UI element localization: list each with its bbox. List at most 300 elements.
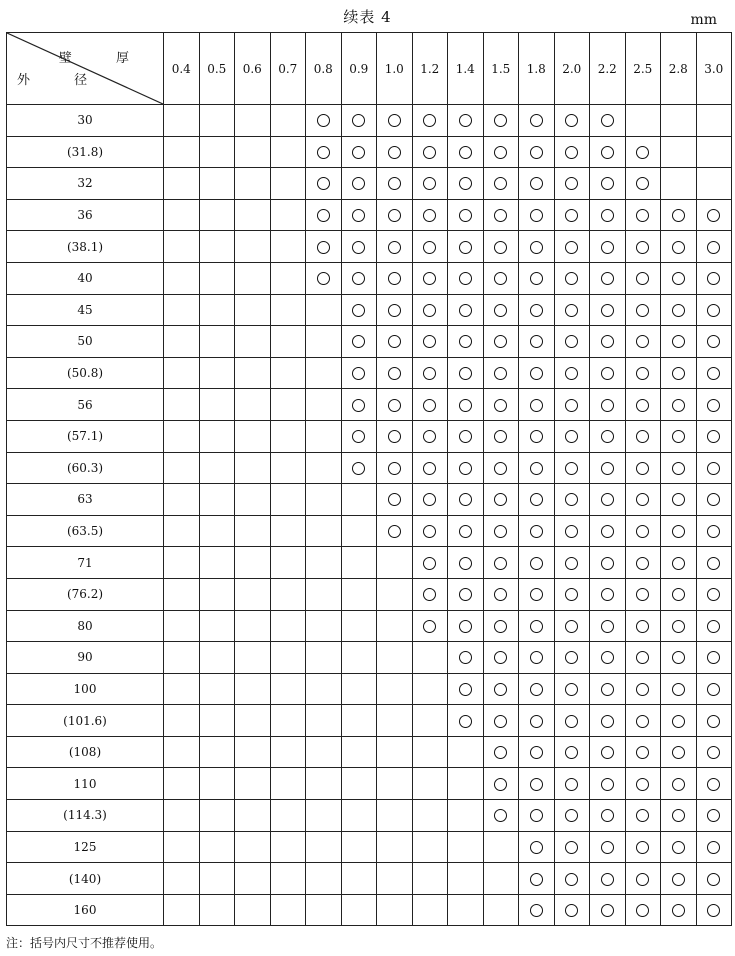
circle-mark-icon: [352, 241, 365, 254]
circle-mark-icon: [707, 809, 720, 822]
size-cell: [412, 231, 448, 263]
unit-label: mm: [690, 12, 717, 28]
size-cell: [164, 547, 200, 579]
size-cell: [661, 863, 697, 895]
circle-mark-icon: [494, 651, 507, 664]
size-cell: [661, 547, 697, 579]
circle-mark-icon: [530, 430, 543, 443]
circle-mark-icon: [601, 241, 614, 254]
size-cell: [483, 389, 519, 421]
size-cell: [696, 357, 732, 389]
circle-mark-icon: [317, 114, 330, 127]
size-cell: [519, 894, 555, 926]
size-cell: [412, 673, 448, 705]
size-cell: [590, 231, 626, 263]
size-cell: [377, 515, 413, 547]
outer-diameter-cell: (38.1): [7, 231, 164, 263]
size-cell: [661, 420, 697, 452]
circle-mark-icon: [707, 588, 720, 601]
circle-mark-icon: [565, 335, 578, 348]
size-cell: [661, 642, 697, 674]
size-cell: [377, 800, 413, 832]
circle-mark-icon: [672, 557, 685, 570]
outer-diameter-cell: 90: [7, 642, 164, 674]
size-cell: [661, 168, 697, 200]
size-cell: [341, 357, 377, 389]
circle-mark-icon: [672, 715, 685, 728]
size-cell: [483, 105, 519, 137]
size-cell: [306, 578, 342, 610]
circle-mark-icon: [494, 399, 507, 412]
size-cell: [270, 894, 306, 926]
size-cell: [235, 294, 271, 326]
circle-mark-icon: [388, 272, 401, 285]
size-cell: [270, 736, 306, 768]
size-cell: [625, 705, 661, 737]
circle-mark-icon: [530, 114, 543, 127]
outer-diameter-cell: (114.3): [7, 800, 164, 832]
outer-diameter-cell: (57.1): [7, 420, 164, 452]
size-cell: [661, 736, 697, 768]
size-cell: [377, 484, 413, 516]
size-cell: [164, 673, 200, 705]
table-row: [7, 610, 732, 642]
size-cell: [696, 484, 732, 516]
size-cell: [448, 231, 484, 263]
size-cell: [341, 389, 377, 421]
size-cell: [625, 294, 661, 326]
size-cell: [519, 357, 555, 389]
circle-mark-icon: [636, 209, 649, 222]
size-cell: [341, 673, 377, 705]
table-title: 续表 4: [343, 8, 392, 26]
circle-mark-icon: [494, 177, 507, 190]
size-cell: [696, 642, 732, 674]
size-cell: [554, 326, 590, 358]
size-cell: [483, 894, 519, 926]
size-cell: [554, 547, 590, 579]
size-cell: [270, 484, 306, 516]
size-cell: [696, 231, 732, 263]
size-cell: [483, 294, 519, 326]
circle-mark-icon: [707, 904, 720, 917]
circle-mark-icon: [707, 746, 720, 759]
size-cell: [696, 105, 732, 137]
circle-mark-icon: [459, 241, 472, 254]
size-cell: [625, 831, 661, 863]
size-cell: [448, 610, 484, 642]
circle-mark-icon: [565, 209, 578, 222]
size-cell: [199, 863, 235, 895]
size-cell: [554, 105, 590, 137]
size-cell: [306, 452, 342, 484]
circle-mark-icon: [636, 304, 649, 317]
circle-mark-icon: [530, 715, 543, 728]
circle-mark-icon: [636, 651, 649, 664]
size-cell: [519, 294, 555, 326]
size-cell: [270, 136, 306, 168]
size-cell: [448, 168, 484, 200]
circle-mark-icon: [530, 272, 543, 285]
table-row: [7, 736, 732, 768]
outer-diameter-cell: 80: [7, 610, 164, 642]
size-cell: [483, 642, 519, 674]
size-cell: [270, 768, 306, 800]
circle-mark-icon: [672, 809, 685, 822]
footnote: 注：括号内尺寸不推荐使用。: [6, 936, 163, 950]
circle-mark-icon: [530, 778, 543, 791]
circle-mark-icon: [636, 873, 649, 886]
circle-mark-icon: [636, 525, 649, 538]
circle-mark-icon: [494, 588, 507, 601]
size-cell: [199, 673, 235, 705]
size-cell: [199, 294, 235, 326]
circle-mark-icon: [707, 304, 720, 317]
size-cell: [661, 515, 697, 547]
size-cell: [696, 326, 732, 358]
circle-mark-icon: [672, 525, 685, 538]
table-row: [7, 515, 732, 547]
size-cell: [412, 610, 448, 642]
circle-mark-icon: [388, 146, 401, 159]
circle-mark-icon: [636, 904, 649, 917]
circle-mark-icon: [707, 367, 720, 380]
size-cell: [412, 515, 448, 547]
size-cell: [306, 294, 342, 326]
size-cell: [483, 768, 519, 800]
size-cell: [270, 642, 306, 674]
size-cell: [448, 642, 484, 674]
size-cell: [270, 610, 306, 642]
circle-mark-icon: [352, 114, 365, 127]
size-cell: [696, 831, 732, 863]
circle-mark-icon: [636, 335, 649, 348]
size-cell: [270, 705, 306, 737]
circle-mark-icon: [601, 114, 614, 127]
size-cell: [199, 705, 235, 737]
circle-mark-icon: [530, 651, 543, 664]
size-cell: [412, 705, 448, 737]
size-cell: [696, 547, 732, 579]
circle-mark-icon: [672, 683, 685, 696]
circle-mark-icon: [672, 746, 685, 759]
circle-mark-icon: [707, 557, 720, 570]
size-cell: [235, 262, 271, 294]
size-cell: [306, 705, 342, 737]
circle-mark-icon: [601, 525, 614, 538]
size-cell: [661, 452, 697, 484]
size-cell: [625, 894, 661, 926]
circle-mark-icon: [707, 525, 720, 538]
size-cell: [519, 768, 555, 800]
circle-mark-icon: [636, 399, 649, 412]
size-cell: [341, 831, 377, 863]
circle-mark-icon: [565, 873, 578, 886]
outer-diameter-cell: (50.8): [7, 357, 164, 389]
circle-mark-icon: [530, 241, 543, 254]
size-cell: [625, 136, 661, 168]
circle-mark-icon: [636, 430, 649, 443]
size-cell: [696, 894, 732, 926]
circle-mark-icon: [636, 809, 649, 822]
circle-mark-icon: [494, 272, 507, 285]
circle-mark-icon: [494, 557, 507, 570]
size-cell: [164, 136, 200, 168]
circle-mark-icon: [388, 493, 401, 506]
circle-mark-icon: [423, 493, 436, 506]
circle-mark-icon: [707, 683, 720, 696]
size-cell: [554, 452, 590, 484]
size-cell: [270, 199, 306, 231]
circle-mark-icon: [494, 809, 507, 822]
circle-mark-icon: [494, 462, 507, 475]
size-cell: [306, 642, 342, 674]
size-cell: [590, 736, 626, 768]
size-cell: [199, 136, 235, 168]
circle-mark-icon: [601, 493, 614, 506]
size-cell: [483, 452, 519, 484]
circle-mark-icon: [601, 746, 614, 759]
outer-diameter-cell: (60.3): [7, 452, 164, 484]
size-cell: [412, 262, 448, 294]
circle-mark-icon: [423, 430, 436, 443]
size-cell: [235, 326, 271, 358]
outer-diameter-cell: 40: [7, 262, 164, 294]
size-cell: [696, 768, 732, 800]
size-cell: [306, 262, 342, 294]
size-cell: [519, 642, 555, 674]
size-cell: [590, 515, 626, 547]
size-cell: [377, 326, 413, 358]
size-cell: [661, 262, 697, 294]
size-cell: [519, 168, 555, 200]
circle-mark-icon: [636, 683, 649, 696]
size-cell: [590, 673, 626, 705]
size-cell: [306, 105, 342, 137]
table-row: [7, 800, 732, 832]
size-cell: [341, 578, 377, 610]
circle-mark-icon: [494, 209, 507, 222]
outer-diameter-cell: 32: [7, 168, 164, 200]
size-cell: [661, 894, 697, 926]
circle-mark-icon: [565, 841, 578, 854]
circle-mark-icon: [423, 588, 436, 601]
size-cell: [661, 610, 697, 642]
size-cell: [377, 705, 413, 737]
thickness-header-15: 3.0: [696, 33, 732, 105]
size-cell: [164, 831, 200, 863]
size-cell: [377, 610, 413, 642]
circle-mark-icon: [423, 146, 436, 159]
size-cell: [306, 800, 342, 832]
size-cell: [448, 484, 484, 516]
circle-mark-icon: [601, 304, 614, 317]
size-cell: [554, 389, 590, 421]
circle-mark-icon: [672, 588, 685, 601]
size-cell: [164, 484, 200, 516]
size-cell: [377, 578, 413, 610]
outer-diameter-cell: 100: [7, 673, 164, 705]
circle-mark-icon: [423, 241, 436, 254]
size-cell: [377, 768, 413, 800]
size-cell: [199, 105, 235, 137]
circle-mark-icon: [423, 462, 436, 475]
size-cell: [696, 610, 732, 642]
size-cell: [590, 168, 626, 200]
circle-mark-icon: [672, 335, 685, 348]
circle-mark-icon: [317, 272, 330, 285]
size-cell: [341, 231, 377, 263]
size-cell: [199, 578, 235, 610]
size-cell: [341, 736, 377, 768]
size-cell: [306, 199, 342, 231]
circle-mark-icon: [636, 715, 649, 728]
size-cell: [590, 262, 626, 294]
size-cell: [377, 357, 413, 389]
circle-mark-icon: [530, 304, 543, 317]
size-cell: [377, 736, 413, 768]
circle-mark-icon: [388, 367, 401, 380]
circle-mark-icon: [494, 493, 507, 506]
circle-mark-icon: [636, 241, 649, 254]
size-cell: [519, 420, 555, 452]
size-cell: [199, 389, 235, 421]
size-cell: [341, 136, 377, 168]
size-cell: [448, 768, 484, 800]
size-cell: [483, 420, 519, 452]
size-cell: [235, 199, 271, 231]
size-cell: [235, 168, 271, 200]
size-cell: [235, 768, 271, 800]
size-cell: [164, 105, 200, 137]
size-cell: [164, 231, 200, 263]
circle-mark-icon: [352, 272, 365, 285]
circle-mark-icon: [565, 557, 578, 570]
circle-mark-icon: [423, 177, 436, 190]
size-cell: [519, 547, 555, 579]
size-cell: [377, 105, 413, 137]
circle-mark-icon: [565, 114, 578, 127]
outer-diameter-cell: (63.5): [7, 515, 164, 547]
size-cell: [483, 515, 519, 547]
size-cell: [590, 357, 626, 389]
size-cell: [590, 863, 626, 895]
size-cell: [661, 800, 697, 832]
outer-diameter-cell: (140): [7, 863, 164, 895]
size-cell: [199, 800, 235, 832]
circle-mark-icon: [601, 399, 614, 412]
circle-mark-icon: [565, 304, 578, 317]
thickness-header-7: 1.2: [412, 33, 448, 105]
size-cell: [483, 262, 519, 294]
circle-mark-icon: [388, 114, 401, 127]
size-cell: [270, 105, 306, 137]
size-cell: [625, 610, 661, 642]
size-cell: [625, 357, 661, 389]
size-cell: [625, 547, 661, 579]
circle-mark-icon: [636, 620, 649, 633]
size-cell: [554, 420, 590, 452]
size-cell: [448, 831, 484, 863]
table-row: [7, 199, 732, 231]
size-cell: [661, 484, 697, 516]
circle-mark-icon: [530, 588, 543, 601]
thickness-header-6: 1.0: [377, 33, 413, 105]
size-cell: [235, 863, 271, 895]
thickness-header-0: 0.4: [164, 33, 200, 105]
thickness-header-3: 0.7: [270, 33, 306, 105]
circle-mark-icon: [530, 746, 543, 759]
circle-mark-icon: [388, 525, 401, 538]
size-cell: [448, 326, 484, 358]
size-cell: [412, 420, 448, 452]
circle-mark-icon: [388, 430, 401, 443]
size-cell: [554, 357, 590, 389]
size-cell: [341, 168, 377, 200]
size-cell: [448, 515, 484, 547]
circle-mark-icon: [459, 367, 472, 380]
circle-mark-icon: [494, 367, 507, 380]
size-cell: [341, 547, 377, 579]
circle-mark-icon: [601, 620, 614, 633]
circle-mark-icon: [494, 430, 507, 443]
size-cell: [661, 231, 697, 263]
circle-mark-icon: [494, 114, 507, 127]
size-cell: [554, 231, 590, 263]
size-cell: [661, 136, 697, 168]
table-row: [7, 389, 732, 421]
table-row: [7, 578, 732, 610]
circle-mark-icon: [530, 809, 543, 822]
table-row: [7, 136, 732, 168]
circle-mark-icon: [672, 873, 685, 886]
size-cell: [590, 452, 626, 484]
circle-mark-icon: [423, 304, 436, 317]
size-cell: [448, 705, 484, 737]
size-cell: [696, 136, 732, 168]
circle-mark-icon: [601, 177, 614, 190]
size-cell: [412, 642, 448, 674]
size-cell: [377, 168, 413, 200]
circle-mark-icon: [565, 430, 578, 443]
circle-mark-icon: [672, 430, 685, 443]
diagonal-header-cell: [7, 33, 164, 105]
circle-mark-icon: [459, 557, 472, 570]
size-cell: [696, 578, 732, 610]
size-cell: [448, 136, 484, 168]
size-cell: [270, 452, 306, 484]
size-cell: [270, 326, 306, 358]
size-cell: [696, 389, 732, 421]
circle-mark-icon: [565, 399, 578, 412]
size-cell: [235, 673, 271, 705]
circle-mark-icon: [317, 146, 330, 159]
size-cell: [483, 800, 519, 832]
size-cell: [164, 515, 200, 547]
circle-mark-icon: [601, 651, 614, 664]
table-row: [7, 105, 732, 137]
circle-mark-icon: [459, 462, 472, 475]
size-cell: [377, 642, 413, 674]
circle-mark-icon: [672, 209, 685, 222]
circle-mark-icon: [530, 146, 543, 159]
size-cell: [306, 736, 342, 768]
table-row: [7, 894, 732, 926]
circle-mark-icon: [494, 778, 507, 791]
size-cell: [625, 326, 661, 358]
outer-diameter-cell: 36: [7, 199, 164, 231]
circle-mark-icon: [707, 651, 720, 664]
